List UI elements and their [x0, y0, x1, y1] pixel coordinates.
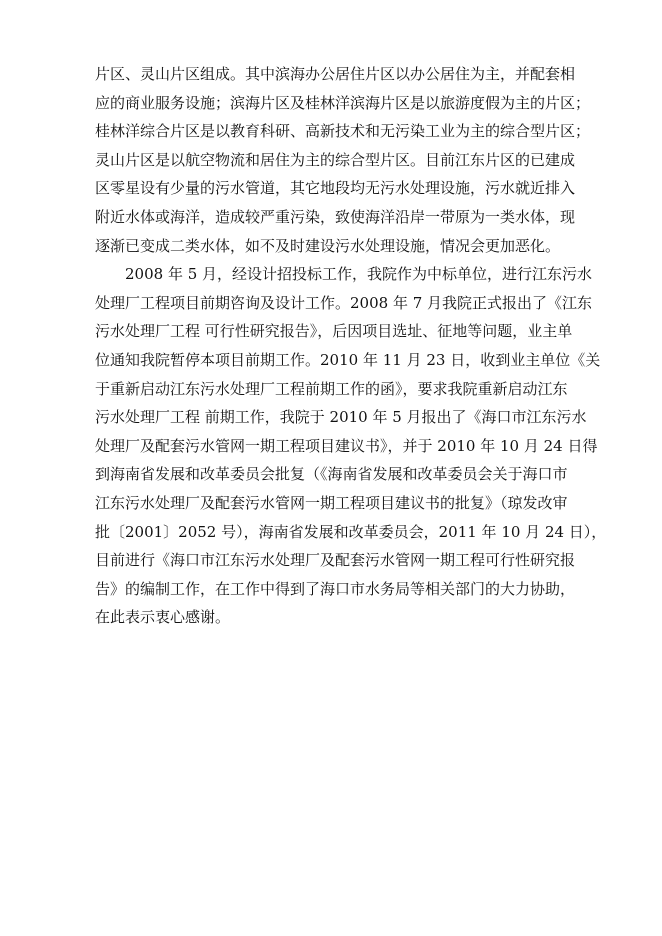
document-body: [95, 60, 615, 632]
text-line: 处理厂工程项目前期咨询及设计工作。2008 年 7 月我院正式报出了《江东: [95, 293, 593, 312]
text-line: 附近水体或海洋，造成较严重污染，致使海洋沿岸一带原为一类水体，现: [95, 207, 576, 226]
text-line: 桂林洋综合片区是以教育科研、高新技术和无污染工业为主的综合型片区；: [95, 122, 591, 141]
text-line: 于重新启动江东污水处理厂工程前期工作的函》，要求我院重新启动江东: [95, 379, 568, 398]
text-line: 应的商业服务设施；滨海片区及桂林洋滨海片区是以旅游度假为主的片区；: [95, 93, 591, 112]
text-line: 2008 年 5 月，经设计招投标工作，我院作为中标单位，进行江东污水: [125, 265, 593, 284]
text-line: 处理厂及配套污水管网一期工程项目建议书》，并于 2010 年 10 月 24 日得: [95, 436, 598, 455]
text-line: 目前进行《海口市江东污水处理厂及配套污水管网一期工程可行性研究报: [95, 551, 576, 570]
paragraph-2: [95, 260, 615, 632]
text-line: 污水处理厂工程 前期工作，我院于 2010 年 5 月报出了《海口市江东污水: [95, 408, 587, 427]
text-line: 灵山片区是以航空物流和居住为主的综合型片区。目前江东片区的已建成: [95, 150, 576, 169]
text-line: 污水处理厂工程 可行性研究报告》，后因项目选址、征地等问题，业主单: [95, 322, 573, 341]
text-line: 批〔2001〕2052 号），海南省发展和改革委员会，2011 年 10 月 24 日），: [95, 522, 607, 541]
text-line: 到海南省发展和改革委员会批复（《海南省发展和改革委员会关于海口市: [95, 465, 568, 484]
text-line: 逐渐已变成二类水体，如不及时建设污水处理设施，情况会更加恶化。: [95, 236, 561, 255]
text-line: 区零星设有少量的污水管道，其它地段均无污水处理设施，污水就近排入: [95, 179, 576, 198]
text-line: 在此表示衷心感谢。: [95, 608, 231, 627]
text-line: 江东污水处理厂及配套污水管网一期工程项目建议书的批复》（琼发改审: [95, 493, 568, 512]
text-line: 位通知我院暂停本项目前期工作。2010 年 11 月 23 日，收到业主单位《关: [95, 350, 601, 369]
paragraph-1: [95, 60, 615, 260]
text-line: 片区、灵山片区组成。其中滨海办公居住片区以办公居住为主，并配套相: [95, 65, 576, 83]
text-line: 告》的编制工作，在工作中得到了海口市水务局等相关部门的大力协助，: [95, 579, 576, 598]
